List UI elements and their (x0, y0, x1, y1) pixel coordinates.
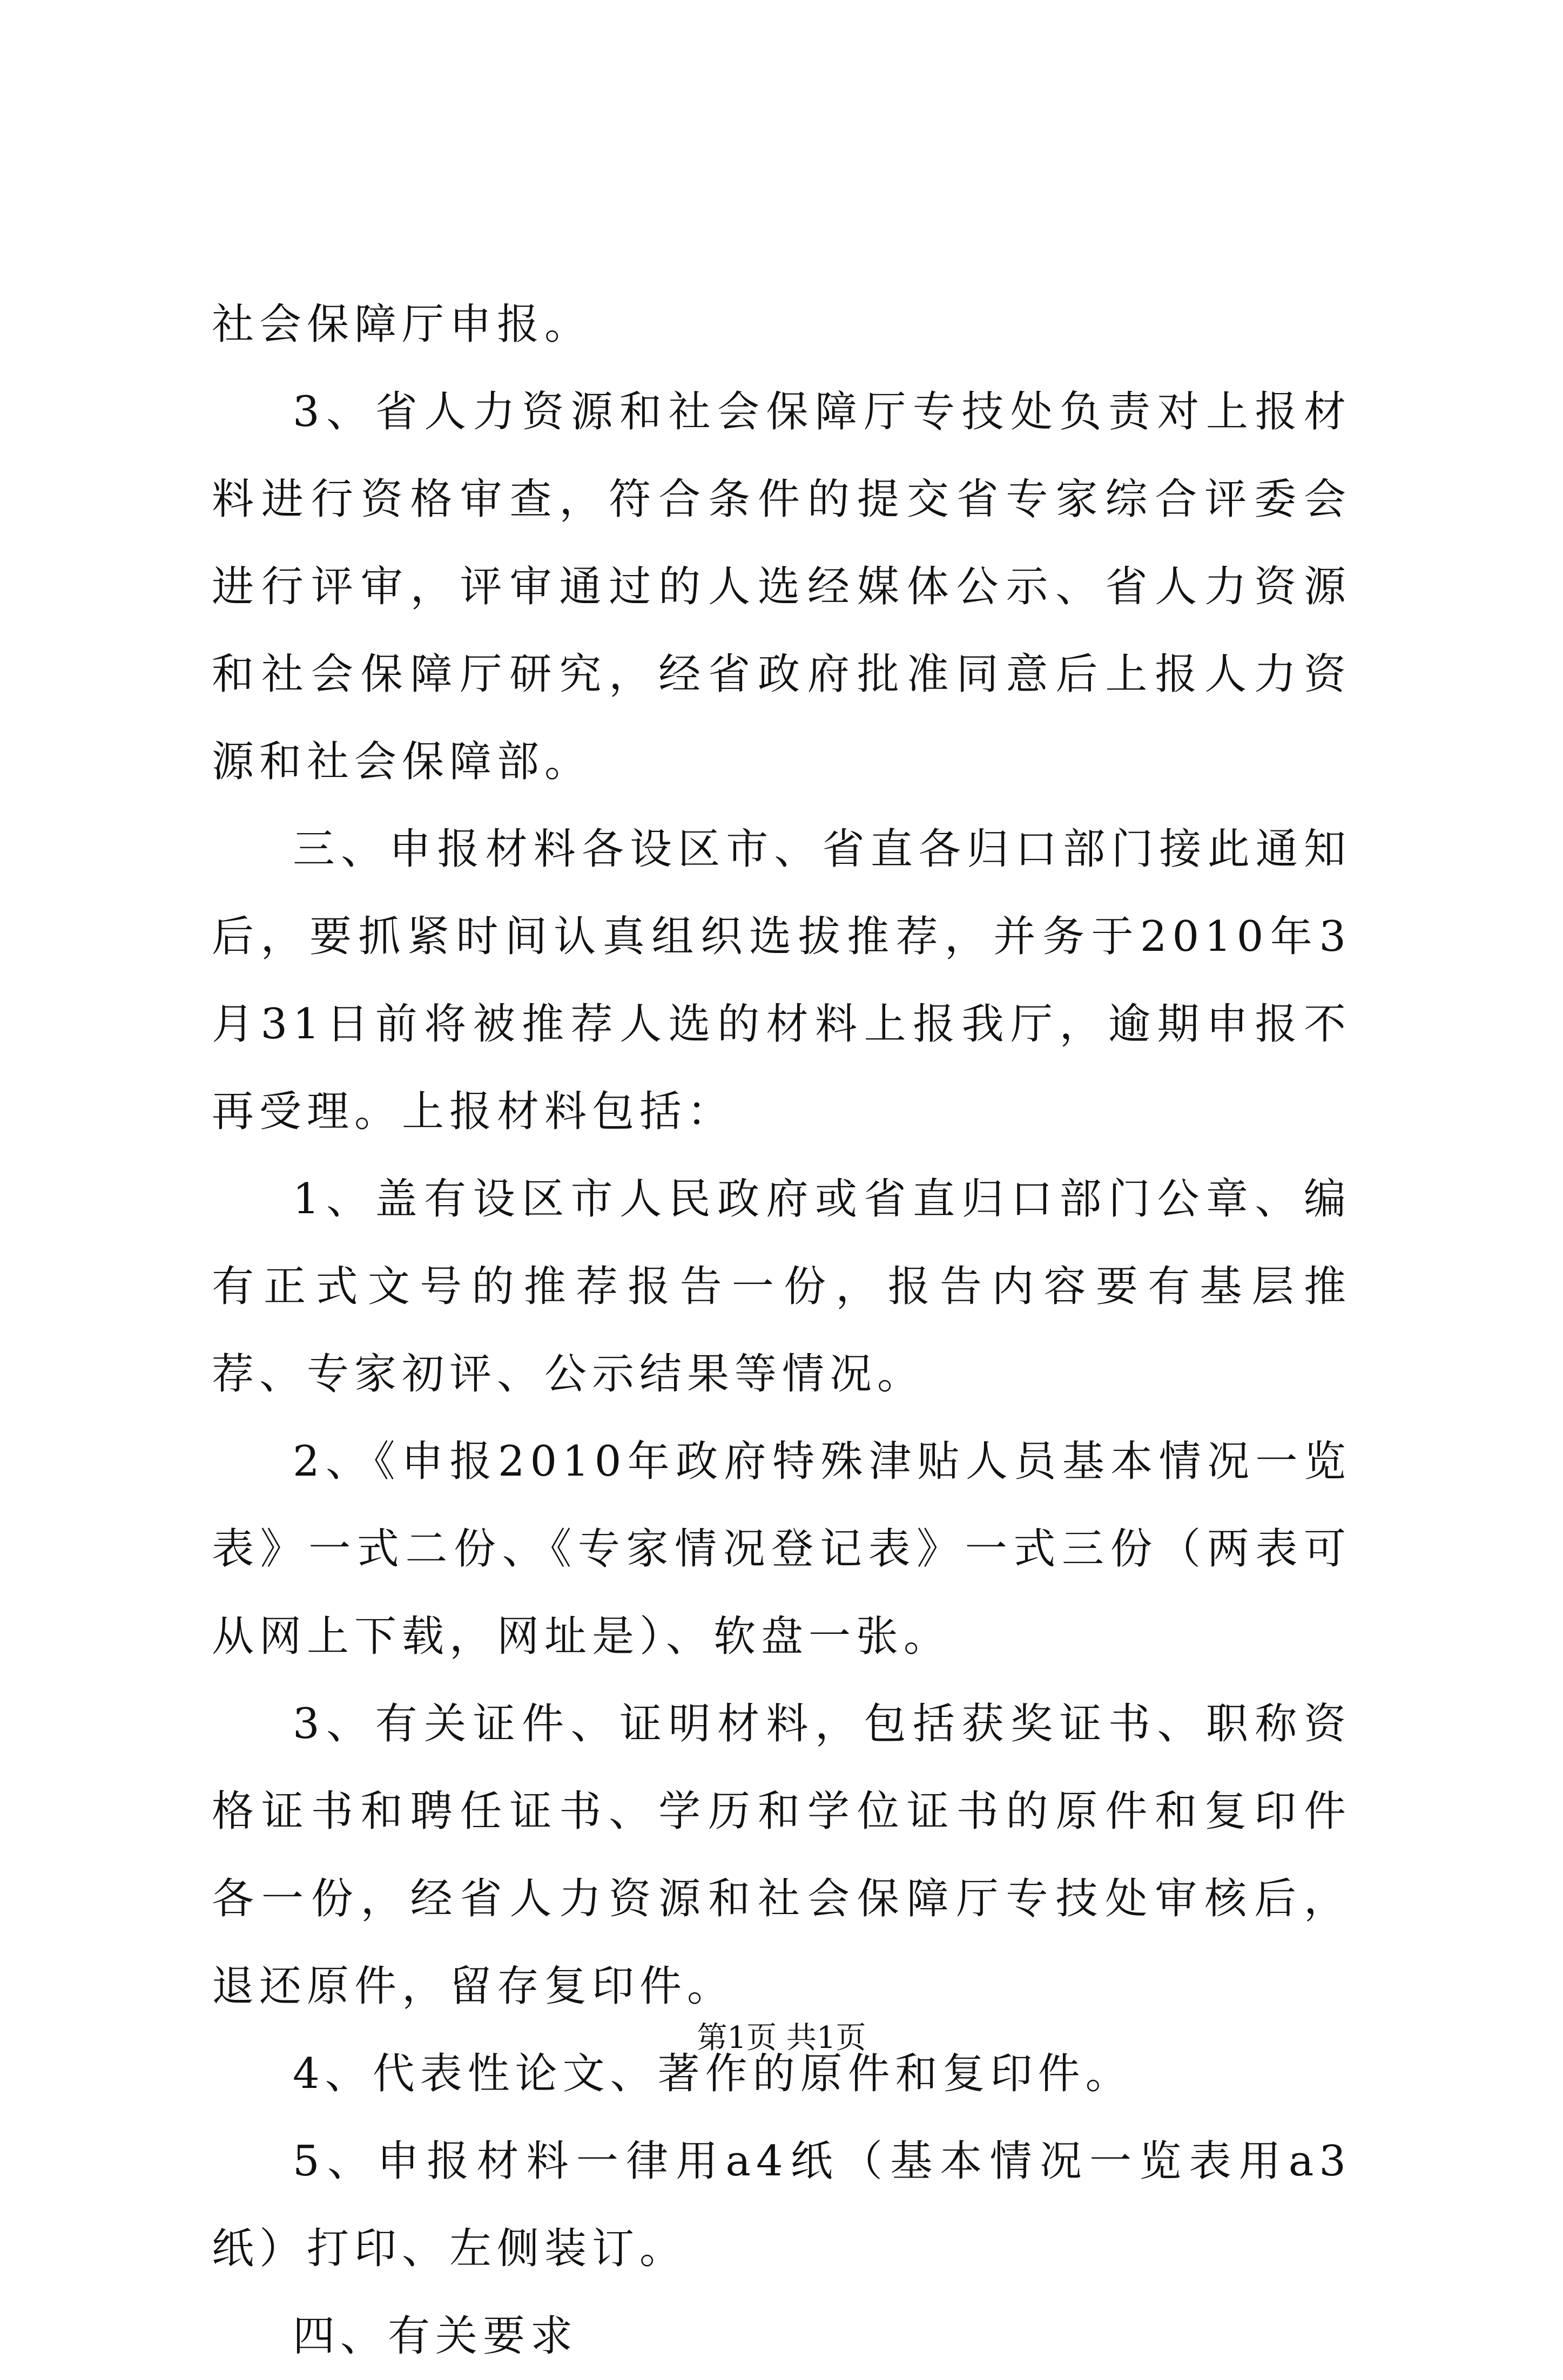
paragraph-item-4-papers: 4、代表性论文、著作的原件和复印件。 (293, 2050, 1133, 2098)
paragraph-item-3-certificates: 3、有关证件、证明材料，包括获奖证书、职称资格证书和聘任证书、学历和学位证书的原件和复印件各一份，经省人力资源和社会保障厅专技处审核后，退还原件，留存复印件。 (212, 1700, 1351, 2011)
paragraph-section-4-requirements: 四、有关要求 (293, 2312, 578, 2361)
page-number-footer: 第1页 共1页 (697, 2020, 866, 2056)
paragraph-item-5-printing: 5、申报材料一律用a4纸（基本情况一览表用a3纸）打印、左侧装订。 (212, 2137, 1351, 2273)
paragraph-item-2-forms: 2、《申报2010年政府特殊津贴人员基本情况一览表》一式二份、《专家情况登记表》一式三份（两表可从网上下载，网址是）、软盘一张。 (212, 1437, 1351, 1661)
paragraph-continuation: 社会保障厅申报。 (212, 300, 592, 349)
document-body (212, 281, 1351, 2380)
paragraph-section-3-materials: 三、申报材料各设区市、省直各归口部门接此通知后，要抓紧时间认真组织选拔推荐，并务于2010年3月31日前将被推荐人选的材料上报我厅，逾期申报不再受理。上报材料包括： (212, 825, 1351, 1136)
paragraph-item-1-report: 1、盖有设区市人民政府或省直归口部门公章、编有正式文号的推荐报告一份，报告内容要有基层推荐、专家初评、公示结果等情况。 (212, 1175, 1351, 1398)
paragraph-item-3-review: 3、省人力资源和社会保障厅专技处负责对上报材料进行资格审查，符合条件的提交省专家综合评委会进行评审，评审通过的人选经媒体公示、省人力资源和社会保障厅研究，经省政府批准同意后上报人力资源和社会保障部。 (212, 388, 1351, 786)
